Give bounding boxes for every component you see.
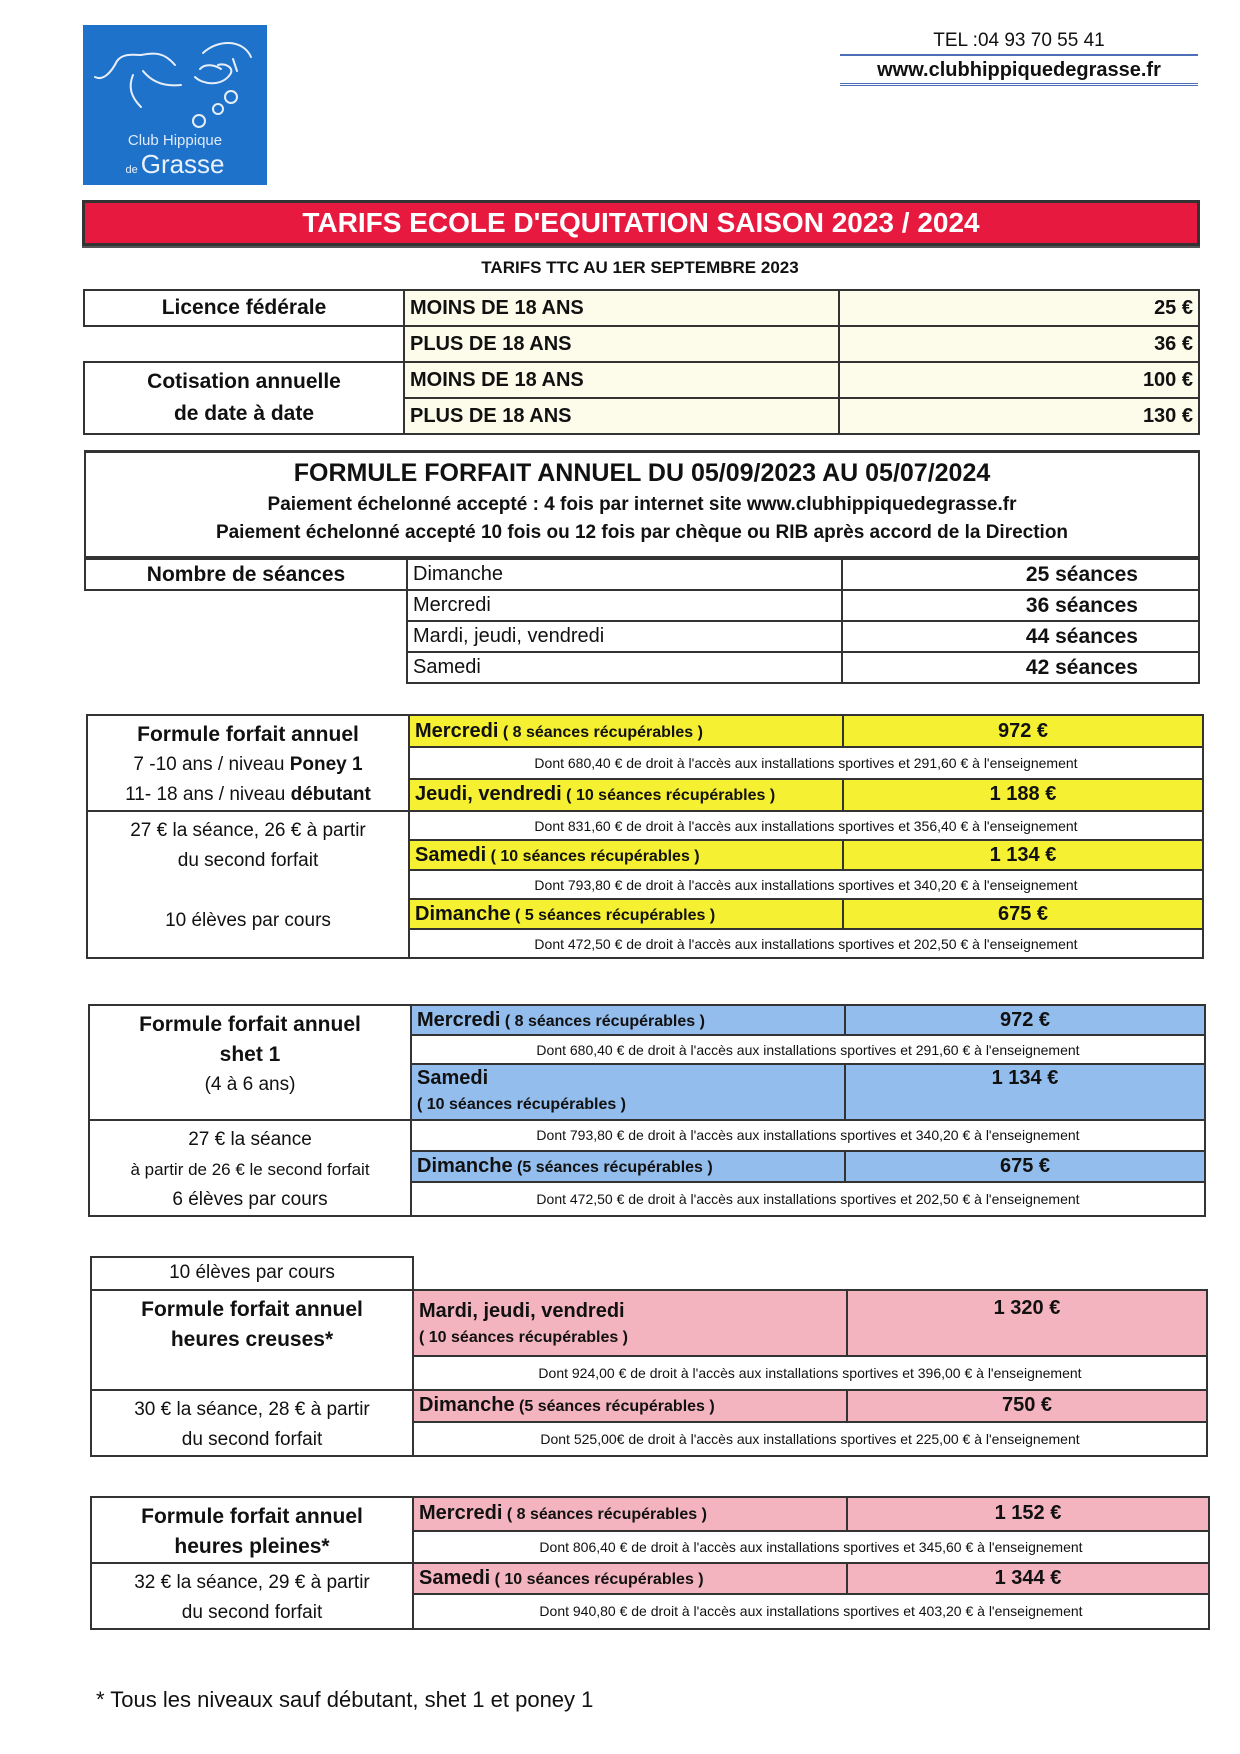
table-row [91,1563,1209,1594]
day-cell [409,899,843,929]
table-row [89,1005,1205,1035]
subtitle: TARIFS TTC AU 1ER SEPTEMBRE 2023 [481,258,799,277]
second-forfait: à partir de 26 € le second forfait [130,1160,370,1179]
day-cell [411,1064,845,1120]
recup-note: ( 10 séances récupérables ) [490,1570,704,1588]
level-text: shet 1 [219,1043,281,1066]
day-name: Samedi [419,1566,491,1589]
table-row [84,362,1199,398]
price-cell: 675 € [843,899,1203,929]
day-name: Mercredi [417,1008,501,1031]
students-per-class: 10 élèves par cours [165,910,331,931]
age-cell: PLUS DE 18 ANS [404,326,839,362]
price-per-session: 27 € la séance, 26 € à partir [130,820,366,841]
day-name: Dimanche [419,1394,515,1417]
level-text: Poney 1 [289,754,363,775]
logo-line-2 [83,149,267,180]
table-row [84,326,1199,362]
pleines-description-bottom [91,1563,413,1629]
payment-internet: Paiement échelonné accepté : 4 fois par internet site www.clubhippiquedegrasse.fr [267,494,1017,515]
breakdown-cell: Dont 793,80 € de droit à l'accès aux installations sportives et 340,20 € à l'enseignement [409,870,1203,899]
day-name: Mardi, jeudi, vendredi [419,1299,625,1322]
empty-cell [84,326,404,362]
recup-note: ( 5 séances récupérables ) [510,906,716,924]
students-per-class: 6 élèves par cours [172,1189,328,1210]
level-text: heures creuses* [170,1328,334,1351]
students-per-class: 10 élèves par cours [91,1257,413,1290]
shet-description-bottom [89,1120,411,1216]
breakdown-cell: Dont 924,00 € de droit à l'accès aux installations sportives et 396,00 € à l'enseignement [413,1356,1207,1390]
pleines-pricing-table [90,1496,1210,1630]
seances-label: Nombre de séances [85,559,407,590]
poney-description-bottom [87,811,409,958]
price-cell: 1 344 € [847,1563,1209,1594]
day-cell [413,1390,847,1422]
price-per-session: 30 € la séance, 28 € à partir [134,1399,370,1420]
spacer [93,876,403,906]
price-cell: 1 134 € [845,1064,1205,1120]
price-cell: 972 € [843,715,1203,747]
breakdown-cell: Dont 472,50 € de droit à l'accès aux installations sportives et 202,50 € à l'enseignement [409,929,1203,958]
age-cell: MOINS DE 18 ANS [404,290,839,326]
price-cell: 100 € [839,362,1199,398]
day-cell: Samedi [407,652,842,683]
price-cell: 972 € [845,1005,1205,1035]
day-name: Dimanche [415,902,511,925]
cotisation-label [84,362,404,434]
day-cell [413,1563,847,1594]
recup-note: ( 10 séances récupérables ) [417,1096,627,1113]
footnote: * Tous les niveaux sauf débutant, shet 1 et poney 1 [96,1687,594,1712]
second-forfait: du second forfait [181,1602,323,1623]
table-row [84,290,1199,326]
age-cell: MOINS DE 18 ANS [404,362,839,398]
contact-block [840,30,1198,86]
level-text: heures pleines* [174,1535,330,1558]
cotisation-label-line-1: Cotisation annuelle [147,370,341,393]
day-cell [413,1497,847,1531]
breakdown-cell: Dont 680,40 € de droit à l'accès aux installations sportives et 291,60 € à l'enseignement [409,747,1203,778]
horse-icon [83,25,267,135]
recup-note: ( 10 séances récupérables ) [419,1328,629,1346]
count-cell: 44 séances [842,621,1199,652]
formule-header [84,450,1200,558]
day-cell [409,779,843,811]
day-cell [409,840,843,870]
price-per-session: 32 € la séance, 29 € à partir [134,1572,370,1593]
price-cell: 1 152 € [847,1497,1209,1531]
creuses-pricing-table [90,1256,1208,1457]
day-cell: Mercredi [407,590,842,621]
table-row [91,1257,1207,1290]
day-name: Samedi [417,1067,489,1089]
licence-table [83,289,1200,435]
creuses-description-top [91,1290,413,1390]
breakdown-cell: Dont 680,40 € de droit à l'accès aux installations sportives et 291,60 € à l'enseignement [411,1035,1205,1064]
recup-note: ( 8 séances récupérables ) [502,1506,707,1524]
price-cell: 36 € [839,326,1199,362]
phone-number: TEL :04 93 70 55 41 [840,30,1198,56]
price-cell: 1 188 € [843,779,1203,811]
recup-note: ( 8 séances récupérables ) [498,723,703,741]
breakdown-cell: Dont 831,60 € de droit à l'accès aux installations sportives et 356,40 € à l'enseignement [409,811,1203,840]
age-text: 11- 18 ans / niveau [125,784,291,805]
breakdown-cell: Dont 472,50 € de droit à l'accès aux installations sportives et 202,50 € à l'enseignement [411,1182,1205,1216]
second-forfait: du second forfait [181,1429,323,1450]
price-cell: 675 € [845,1151,1205,1183]
empty-cell [85,652,407,683]
recup-note: ( 8 séances récupérables ) [500,1012,705,1030]
age-text: (4 à 6 ans) [204,1074,296,1095]
table-row [85,590,1199,621]
payment-cheque: Paiement échelonné accepté 10 fois ou 12 fois par chèque ou RIB après accord de la Direction [215,522,1069,543]
level-text: débutant [290,784,371,805]
recup-note: ( 10 séances récupérables ) [486,847,700,865]
formula-title: Formule forfait annuel [137,723,359,746]
table-row [85,652,1199,683]
creuses-description-bottom [91,1390,413,1456]
count-cell: 36 séances [842,590,1199,621]
age-level-line [93,750,403,780]
day-cell [411,1005,845,1035]
second-forfait: du second forfait [177,850,319,871]
day-cell [413,1290,847,1356]
day-cell [411,1151,845,1183]
price-cell: 750 € [847,1390,1207,1422]
day-name: Samedi [415,843,487,866]
breakdown-cell: Dont 793,80 € de droit à l'accès aux installations sportives et 340,20 € à l'enseignement [411,1120,1205,1151]
seances-table [84,558,1200,684]
club-logo [83,25,267,185]
breakdown-cell: Dont 525,00€ de droit à l'accès aux installations sportives et 225,00 € à l'enseignement [413,1422,1207,1456]
poney-pricing-table [86,714,1204,959]
day-name: Mercredi [419,1502,503,1525]
shet-description-top [89,1005,411,1120]
recup-note: (5 séances récupérables ) [512,1158,713,1176]
day-name: Jeudi, vendredi [415,783,562,806]
day-cell: Mardi, jeudi, vendredi [407,621,842,652]
count-cell: 42 séances [842,652,1199,683]
day-cell [409,715,843,747]
day-name: Mercredi [415,719,499,742]
table-row [91,1390,1207,1422]
pleines-description-top [91,1497,413,1563]
formula-title: Formule forfait annuel [141,1505,363,1528]
table-row [87,811,1203,840]
empty-cell [85,590,407,621]
shet-pricing-table [88,1004,1206,1217]
breakdown-cell: Dont 806,40 € de droit à l'accès aux installations sportives et 345,60 € à l'enseignement [413,1531,1209,1563]
table-row [89,1120,1205,1151]
age-cell: PLUS DE 18 ANS [404,398,839,434]
formula-title: Formule forfait annuel [139,1013,361,1036]
table-row [85,559,1199,590]
price-cell: 1 320 € [847,1290,1207,1356]
day-cell: Dimanche [407,559,842,590]
poney-description-top [87,715,409,811]
empty-cell [413,1257,1207,1290]
recup-note: (5 séances récupérables ) [514,1398,715,1416]
logo-prefix: de [125,164,138,176]
formule-heading: FORMULE FORFAIT ANNUEL DU 05/09/2023 AU 05/07/2024 [293,459,991,487]
cotisation-label-line-2: de date à date [173,402,315,425]
logo-line-1: Club Hippique [127,132,223,149]
table-row [91,1497,1209,1531]
age-level-line [93,780,403,810]
recup-note: ( 10 séances récupérables ) [561,787,776,805]
table-row [91,1290,1207,1356]
logo-name: Grasse [140,149,225,179]
page-title: TARIFS ECOLE D'EQUITATION SAISON 2023 / 2024 [82,200,1200,246]
formula-title: Formule forfait annuel [141,1298,363,1321]
age-text: 7 -10 ans / niveau [133,754,290,775]
table-row [85,621,1199,652]
price-per-session: 27 € la séance [188,1129,312,1150]
price-cell: 130 € [839,398,1199,434]
table-row [87,715,1203,747]
price-cell: 1 134 € [843,840,1203,870]
price-cell: 25 € [839,290,1199,326]
count-cell: 25 séances [842,559,1199,590]
empty-cell [85,621,407,652]
licence-label: Licence fédérale [84,290,404,326]
day-name: Dimanche [417,1154,513,1177]
website-link[interactable]: www.clubhippiquedegrasse.fr [840,56,1198,86]
breakdown-cell: Dont 940,80 € de droit à l'accès aux installations sportives et 403,20 € à l'enseignement [413,1594,1209,1629]
